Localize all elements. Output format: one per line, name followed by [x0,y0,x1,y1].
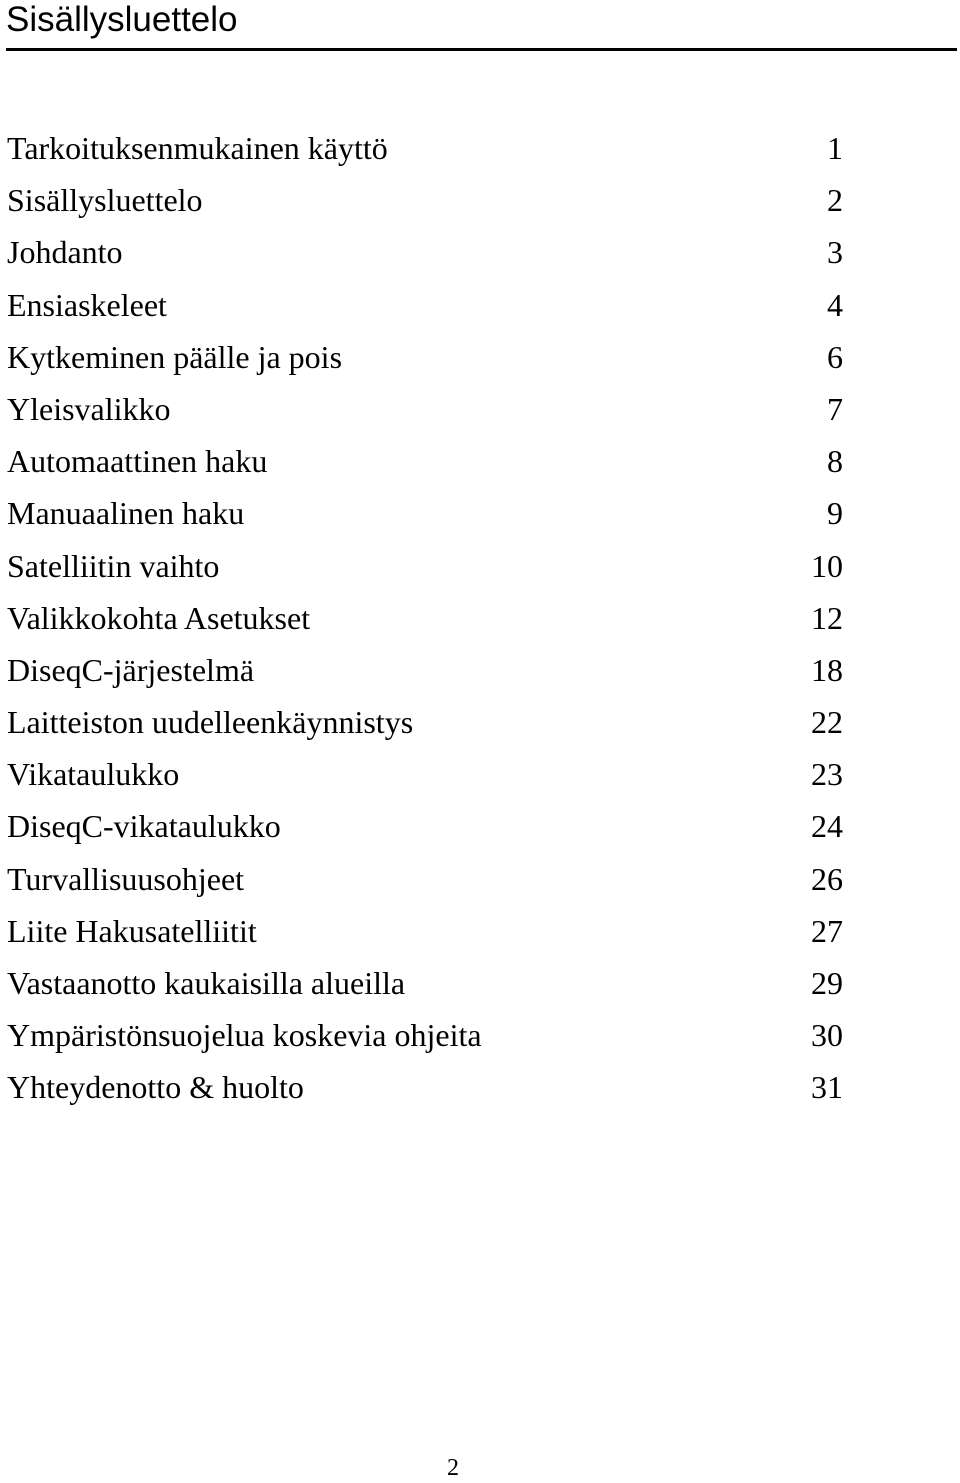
toc-entry-title: Liite Hakusatelliitit [7,912,257,949]
toc-entry-page: 23 [811,756,843,793]
page-title: Sisällysluettelo [6,0,238,39]
toc-entry-title: Yleisvalikko [7,390,171,427]
toc-entry-title: Johdanto [7,234,123,271]
toc-entry-page: 31 [811,1069,843,1106]
toc-entry-page: 10 [811,547,843,584]
toc-entry [7,748,843,800]
toc-entry-page: 3 [827,234,843,271]
toc-entry [7,122,843,174]
toc-entry-page: 27 [811,912,843,949]
toc-entry [7,800,843,852]
toc-entry-title: Manuaalinen haku [7,495,245,532]
toc-entry [7,174,843,226]
toc-entry [7,853,843,905]
toc-entry-title: Tarkoituksenmukainen käyttö [7,130,388,166]
toc-entry [7,1009,843,1061]
toc-entry [7,331,843,383]
toc-entry-title: Vikataulukko [7,756,180,793]
toc-entry [7,279,843,331]
footer-page-number: 2 [447,1455,459,1481]
toc-entry [7,540,843,592]
toc-entry [7,1061,843,1113]
toc-entry-page: 6 [827,338,843,375]
toc-entry [7,226,843,278]
toc-entry [7,696,843,748]
toc-entry-page: 9 [827,495,843,532]
toc-entry-page: 18 [811,651,843,688]
table-of-contents [7,122,843,1114]
toc-entry-page: 22 [811,704,843,741]
toc-entry-page: 30 [811,1017,843,1054]
toc-entry-page: 24 [811,808,843,845]
toc-entry-page: 29 [811,965,843,1001]
toc-entry-page: 8 [827,443,843,480]
toc-entry-title: Laitteiston uudelleenkäynnistys [7,704,414,741]
toc-entry-title: Satelliitin vaihto [7,547,220,584]
toc-entry-page: 1 [827,130,843,166]
toc-entry [7,592,843,644]
toc-entry-page: 26 [811,860,843,897]
toc-entry-title: Sisällysluettelo [7,182,203,219]
toc-entry-title: Vastaanotto kaukaisilla alueilla [7,965,406,1001]
toc-entry-title: Ympäristönsuojelua koskevia ohjeita [7,1017,482,1054]
toc-entry-title: Ensiaskeleet [7,286,167,323]
toc-entry-title: DiseqC-järjestelmä [7,651,255,688]
toc-entry-title: Turvallisuusohjeet [7,860,245,897]
toc-entry-title: Valikkokohta Asetukset [7,599,311,636]
toc-entry [7,957,843,1009]
toc-entry-title: DiseqC-vikataulukko [7,808,281,845]
toc-entry-title: Kytkeminen päälle ja pois [7,338,343,375]
toc-entry [7,905,843,957]
toc-entry-page: 4 [827,286,843,323]
page-header [6,0,957,51]
toc-entry [7,644,843,696]
toc-entry-page: 2 [827,182,843,219]
toc-entry-title: Yhteydenotto & huolto [7,1069,304,1106]
toc-entry-title: Automaattinen haku [7,443,268,480]
toc-entry [7,487,843,539]
toc-entry [7,383,843,435]
toc-entry-page: 12 [811,599,843,636]
toc-entry-page: 7 [827,390,843,427]
toc-entry [7,435,843,487]
